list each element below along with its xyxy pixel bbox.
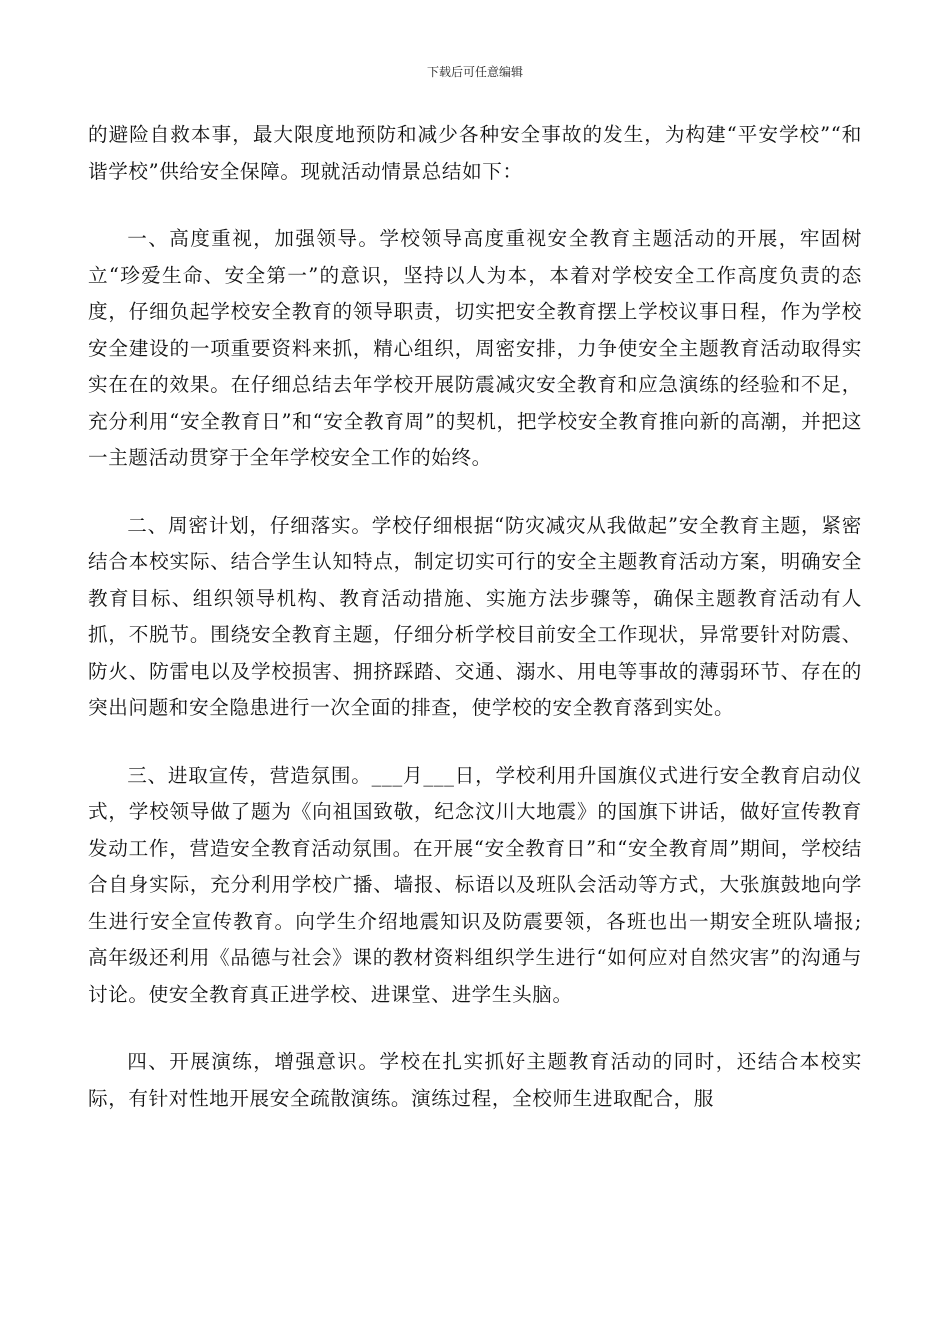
- paragraph-section-2: 二、周密计划，仔细落实。学校仔细根据“防灾减灾从我做起”安全教育主题，紧密结合本校实际、结合学生认知特点，制定切实可行的安全主题教育活动方案，明确安全教育目标、组织领导机构、教育活动措施、实施方法步骤等，确保主题教育活动有人抓，不脱节。围绕安全教育主题，仔细分析学校目前安全工作现状，异常要针对防震、防火、防雷电以及学校损害、拥挤踩踏、交通、溺水、用电等事故的薄弱环节、存在的突出问题和安全隐患进行一次全面的排查，使学校的安全教育落到实处。: [88, 513, 862, 719]
- paragraph-section-1: 一、高度重视，加强领导。学校领导高度重视安全教育主题活动的开展，牢固树立“珍爱生命、安全第一”的意识，坚持以人为本，本着对学校安全工作高度负责的态度，仔细负起学校安全教育的领导职责，切实把安全教育摆上学校议事日程，作为学校安全建设的一项重要资料来抓，精心组织，周密安排，力争使安全主题教育活动取得实实在在的效果。在仔细总结去年学校开展防震减灾安全教育和应急演练的经验和不足，充分利用“安全教育日”和“安全教育周”的契机，把学校安全教育推向新的高潮，并把这一主题活动贯穿于全年学校安全工作的始终。: [88, 227, 862, 469]
- paragraph-section-4: 四、开展演练，增强意识。学校在扎实抓好主题教育活动的同时，还结合本校实际，有针对性地开展安全疏散演练。演练过程，全校师生进取配合，服: [88, 1050, 862, 1110]
- document-body: [88, 117, 862, 1148]
- paragraph-intro: 的避险自救本事，最大限度地预防和减少各种安全事故的发生，为构建“平安学校”“和谐学校”供给安全保障。现就活动情景总结如下：: [88, 123, 862, 183]
- page-header: 下载后可任意编辑: [426, 65, 523, 79]
- paragraph-section-3: 三、进取宣传，营造氛围。___月___日，学校利用升国旗仪式进行安全教育启动仪式，学校领导做了题为《向祖国致敬，纪念汶川大地震》的国旗下讲话，做好宣传教育发动工作，营造安全教育活动氛围。在开展“安全教育日”和“安全教育周”期间，学校结合自身实际，充分利用学校广播、墙报、标语以及班队会活动等方式，大张旗鼓地向学生进行安全宣传教育。向学生介绍地震知识及防震要领，各班也出一期安全班队墙报;高年级还利用《品德与社会》课的教材资料组织学生进行“如何应对自然灾害”的沟通与讨论。使安全教育真正进学校、进课堂、进学生头脑。: [88, 763, 862, 1006]
